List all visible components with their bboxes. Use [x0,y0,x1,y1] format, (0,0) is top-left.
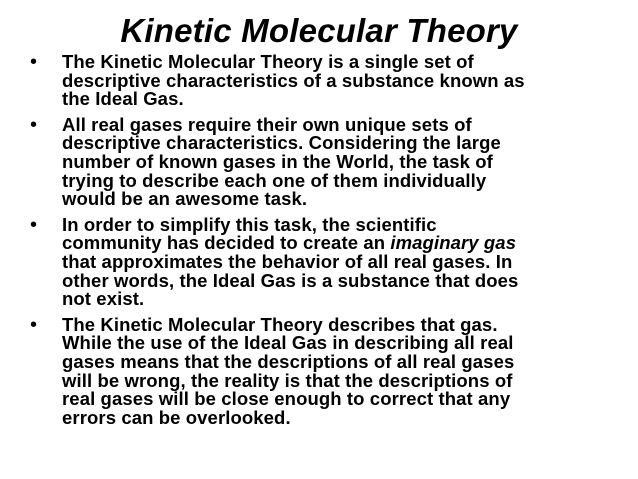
bullet-item-2 [30,113,630,210]
bullet-item-3 [30,213,630,310]
bullet-line: real gases will be close enough to correct that any [62,388,511,410]
bullet-line: The Kinetic Molecular Theory describes that gas. [62,313,498,335]
bullet-line: In order to simplify this task, the scientific [62,213,437,235]
bullet-item-1 [30,53,630,109]
bullet-icon: • [30,213,38,236]
bullet-line: the Ideal Gas. [62,88,184,110]
bullet-line: While the use of the Ideal Gas in describing all real [62,332,514,354]
bullet-line: number of known gases in the World, the task of [62,150,493,172]
bullet-line: would be an awesome task. [62,188,308,210]
bullet-text [62,313,630,428]
bullet-icon: • [30,113,38,136]
bullet-text [62,53,630,109]
bullet-item-4 [30,313,630,428]
bullet-line: gases means that the descriptions of all real gases [62,350,515,372]
bullet-line: errors can be overlooked. [62,406,291,428]
bullet-line: not exist. [62,288,145,310]
bullet-line: that approximates the behavior of all real gases. In [62,250,513,272]
bullet-line: descriptive characteristics. Considering the large [62,132,501,154]
bullet-text [62,113,630,210]
bullet-line: All real gases require their own unique sets of [62,113,472,135]
bullet-line-segment: community has decided to create an [62,232,391,254]
bullet-text [62,213,630,310]
imaginary-gas-emphasis: imaginary gas [390,232,517,254]
bullet-icon: • [30,313,38,336]
bullet-list [30,53,630,434]
bullet-icon: • [30,51,38,73]
bullet-line: trying to describe each one of them individually [62,169,487,191]
bullet-line: other words, the Ideal Gas is a substance that does [62,269,519,291]
bullet-line: The Kinetic Molecular Theory is a single set of [62,51,474,72]
bullet-line: descriptive characteristics of a substance known as [62,69,525,91]
slide-title: Kinetic Molecular Theory [120,12,518,49]
bullet-line: will be wrong, the reality is that the descriptions of [62,369,513,391]
